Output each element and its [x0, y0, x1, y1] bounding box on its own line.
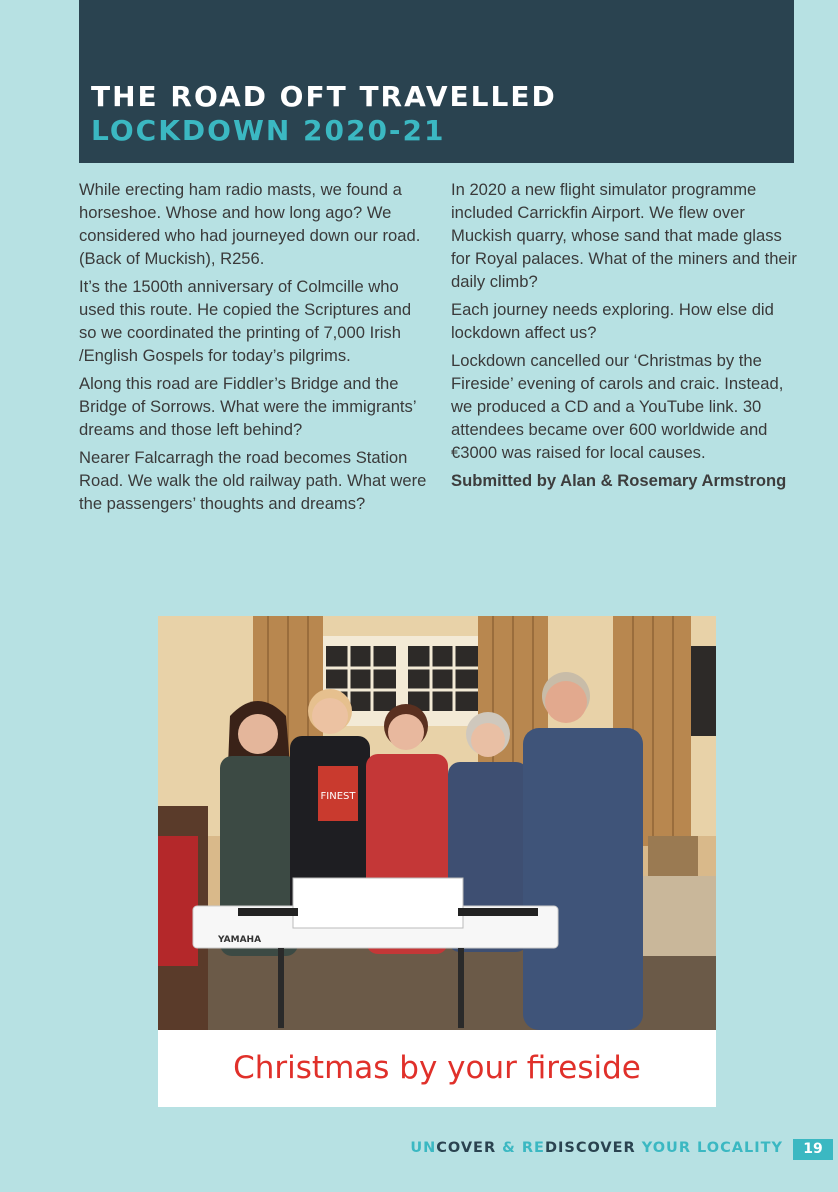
- title-banner: [79, 0, 794, 163]
- paragraph: Lockdown cancelled our ‘Christmas by the Fireside’ evening of carols and craic. Instead, we produced a CD and a YouTube link. 30 attendees became over 600 worldwide and €3000 was raised for local causes.: [451, 351, 784, 462]
- page-subtitle: LOCKDOWN 2020-21: [91, 114, 446, 147]
- paragraph: In 2020 a new flight simulator programme included Carrickfin Airport. We flew over Muckish quarry, whose sand that made glass for Royal palaces. What of the miners and their daily climb?: [451, 180, 797, 291]
- paragraph: Nearer Falcarragh the road becomes Station Road. We walk the old railway path. What were the passengers’ thoughts and dreams?: [79, 448, 427, 513]
- paragraph: While erecting ham radio masts, we found a horseshoe. Whose and how long ago? We considered who had journeyed down our road. (Back of Muckish), R256.: [79, 180, 421, 268]
- paragraph: Each journey needs exploring. How else did lockdown affect us?: [451, 300, 774, 342]
- footer-tagline-part: RE: [521, 1140, 545, 1156]
- photo-caption: Christmas by your fireside: [233, 1050, 641, 1086]
- photo-figure: [158, 616, 716, 1107]
- author-credit: Submitted by Alan & Rosemary Armstrong: [451, 471, 787, 490]
- page-number: 19: [793, 1139, 833, 1160]
- page-title: THE ROAD OFT TRAVELLED: [91, 80, 557, 113]
- footer-tagline-part: UN: [410, 1140, 437, 1156]
- footer-tagline-part: YOUR LOCALITY: [635, 1140, 783, 1156]
- footer-tagline-part: &: [496, 1140, 522, 1156]
- paragraph: Along this road are Fiddler’s Bridge and the Bridge of Sorrows. What were the immigrants’ dreams and those left behind?: [79, 374, 416, 439]
- footer-tagline-part: COVER: [436, 1140, 497, 1156]
- paragraph: It’s the 1500th anniversary of Colmcille who used this route. He copied the Scriptures and so we coordinated the printing of 7,000 Irish /English Gospels for today’s pilgrims.: [79, 277, 412, 365]
- svg-text:FINEST: FINEST: [320, 791, 356, 802]
- footer-tagline: [410, 1140, 783, 1156]
- article-right-column: [451, 178, 801, 497]
- group-photo: [158, 616, 716, 1030]
- footer-tagline-part: DISCOVER: [544, 1140, 636, 1156]
- article-left-column: [79, 178, 429, 520]
- keyboard-brand-label: YAMAHA: [218, 935, 262, 945]
